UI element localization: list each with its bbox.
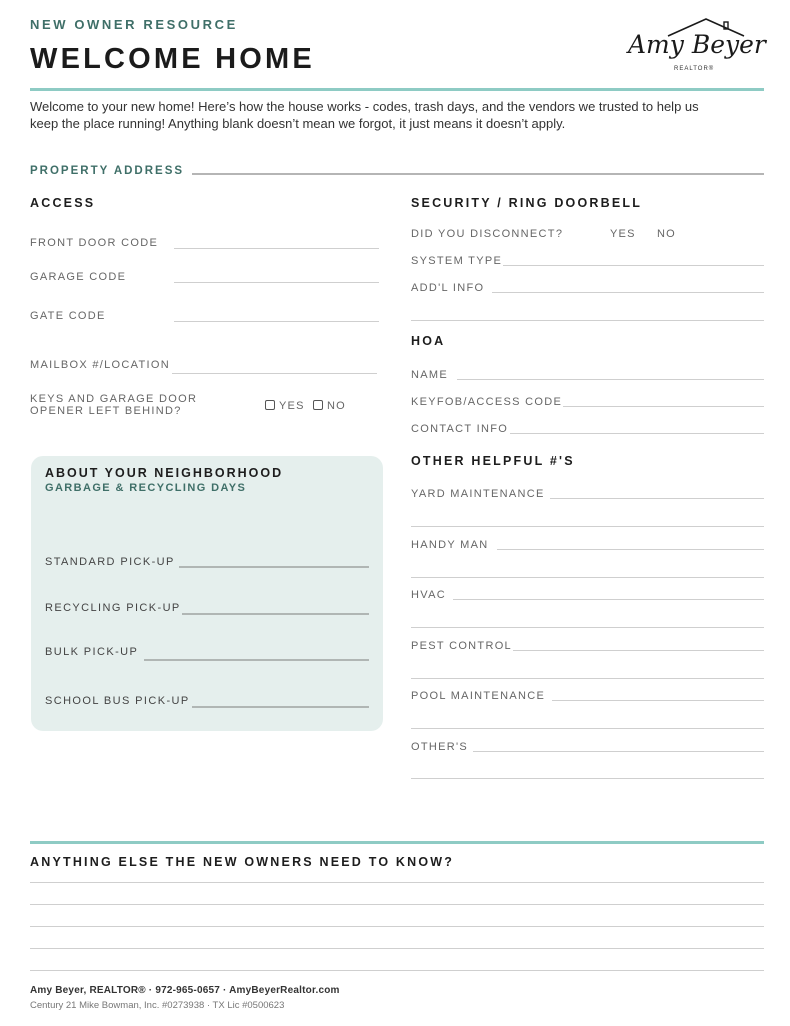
school-bus-pickup-label: SCHOOL BUS PICK-UP <box>45 695 190 707</box>
bulk-pickup-label: BULK PICK-UP <box>45 646 139 658</box>
helpful-numbers-heading: OTHER HELPFUL #'S <box>411 454 575 468</box>
security-heading: SECURITY / RING DOORBELL <box>411 196 643 210</box>
system-type-label: SYSTEM TYPE <box>411 255 503 267</box>
notes-line-5[interactable] <box>30 970 764 971</box>
front-door-code-line[interactable] <box>174 248 379 249</box>
keys-left-label <box>30 393 197 417</box>
property-address-line[interactable] <box>192 173 764 175</box>
garbage-days-subheading: GARBAGE & RECYCLING DAYS <box>45 482 247 494</box>
keys-left-line-1: KEYS AND GARAGE DOOR <box>30 393 198 405</box>
pool-maintenance-line-2[interactable] <box>411 728 764 729</box>
notes-divider <box>30 841 764 844</box>
gate-code-label: GATE CODE <box>30 310 106 322</box>
header-divider <box>30 88 764 91</box>
hvac-line[interactable] <box>453 599 764 600</box>
brand-logo <box>626 16 766 76</box>
handy-man-line-2[interactable] <box>411 577 764 578</box>
garage-code-line[interactable] <box>174 282 379 283</box>
contact-info-line[interactable] <box>510 433 764 434</box>
bulk-pickup-line[interactable] <box>144 659 369 661</box>
hoa-name-line[interactable] <box>457 379 764 380</box>
pool-maintenance-label: POOL MAINTENANCE <box>411 690 546 702</box>
school-bus-pickup-line[interactable] <box>192 706 369 708</box>
recycling-pickup-line[interactable] <box>182 613 369 615</box>
intro-line-2: keep the place running! Anything blank doesn’t mean we forgot, it just means it doesn’t apply. <box>30 116 566 131</box>
pest-control-line-2[interactable] <box>411 678 764 679</box>
yard-maintenance-line-2[interactable] <box>411 526 764 527</box>
keyfob-line[interactable] <box>563 406 764 407</box>
addl-info-label: ADD'L INFO <box>411 282 485 294</box>
disconnect-label: DID YOU DISCONNECT? <box>411 228 564 240</box>
notes-line-1[interactable] <box>30 882 764 883</box>
mailbox-label: MAILBOX #/LOCATION <box>30 359 170 371</box>
pool-maintenance-line[interactable] <box>552 700 764 701</box>
contact-info-label: CONTACT INFO <box>411 423 509 435</box>
access-heading: ACCESS <box>30 196 96 210</box>
gate-code-line[interactable] <box>174 321 379 322</box>
neighborhood-panel <box>31 456 383 731</box>
pest-control-line[interactable] <box>513 650 764 651</box>
keys-no-label: NO <box>327 400 346 412</box>
hvac-label: HVAC <box>411 589 446 601</box>
eyebrow-label: NEW OWNER RESOURCE <box>30 17 238 32</box>
notes-line-2[interactable] <box>30 904 764 905</box>
notes-heading: ANYTHING ELSE THE NEW OWNERS NEED TO KNOW? <box>30 855 455 869</box>
keys-no-checkbox[interactable] <box>313 400 323 410</box>
logo-realtor-text: REALTOR® <box>674 66 715 72</box>
addl-info-line[interactable] <box>492 292 764 293</box>
logo-script-text: Amy Beyer <box>628 30 766 59</box>
standard-pickup-line[interactable] <box>179 566 369 568</box>
others-line-2[interactable] <box>411 778 764 779</box>
keys-left-line-2: OPENER LEFT BEHIND? <box>30 405 182 417</box>
intro-text <box>30 98 770 132</box>
front-door-code-label: FRONT DOOR CODE <box>30 237 159 249</box>
disconnect-yes[interactable]: YES <box>610 228 636 240</box>
neighborhood-heading: ABOUT YOUR NEIGHBORHOOD <box>45 466 284 480</box>
keys-no-option[interactable] <box>313 400 346 412</box>
hoa-name-label: NAME <box>411 369 448 381</box>
hoa-heading: HOA <box>411 334 446 348</box>
footer-contact: Amy Beyer, REALTOR® · 972-965-0657 · AmyBeyerRealtor.com <box>30 985 340 996</box>
page-title: WELCOME HOME <box>30 43 315 75</box>
others-line[interactable] <box>473 751 764 752</box>
intro-line-1: Welcome to your new home! Here’s how the house works - codes, trash days, and the vendors we trusted to help us <box>30 99 699 114</box>
garage-code-label: GARAGE CODE <box>30 271 127 283</box>
keyfob-label: KEYFOB/ACCESS CODE <box>411 396 563 408</box>
others-label: OTHER'S <box>411 741 469 753</box>
notes-line-3[interactable] <box>30 926 764 927</box>
addl-info-line-2[interactable] <box>411 320 764 321</box>
keys-yes-checkbox[interactable] <box>265 400 275 410</box>
keys-yes-label: YES <box>279 400 305 412</box>
handy-man-label: HANDY MAN <box>411 539 489 551</box>
handy-man-line[interactable] <box>497 549 764 550</box>
system-type-line[interactable] <box>503 265 764 266</box>
footer-license: Century 21 Mike Bowman, Inc. #0273938 · TX Lic #0500623 <box>30 1000 285 1011</box>
recycling-pickup-label: RECYCLING PICK-UP <box>45 602 181 614</box>
yard-maintenance-label: YARD MAINTENANCE <box>411 488 545 500</box>
standard-pickup-label: STANDARD PICK-UP <box>45 556 175 568</box>
hvac-line-2[interactable] <box>411 627 764 628</box>
mailbox-line[interactable] <box>172 373 377 374</box>
keys-yes-option[interactable] <box>265 400 305 412</box>
notes-line-4[interactable] <box>30 948 764 949</box>
yard-maintenance-line[interactable] <box>550 498 764 499</box>
disconnect-no[interactable]: NO <box>657 228 676 240</box>
property-address-label: PROPERTY ADDRESS <box>30 165 185 177</box>
pest-control-label: PEST CONTROL <box>411 640 512 652</box>
